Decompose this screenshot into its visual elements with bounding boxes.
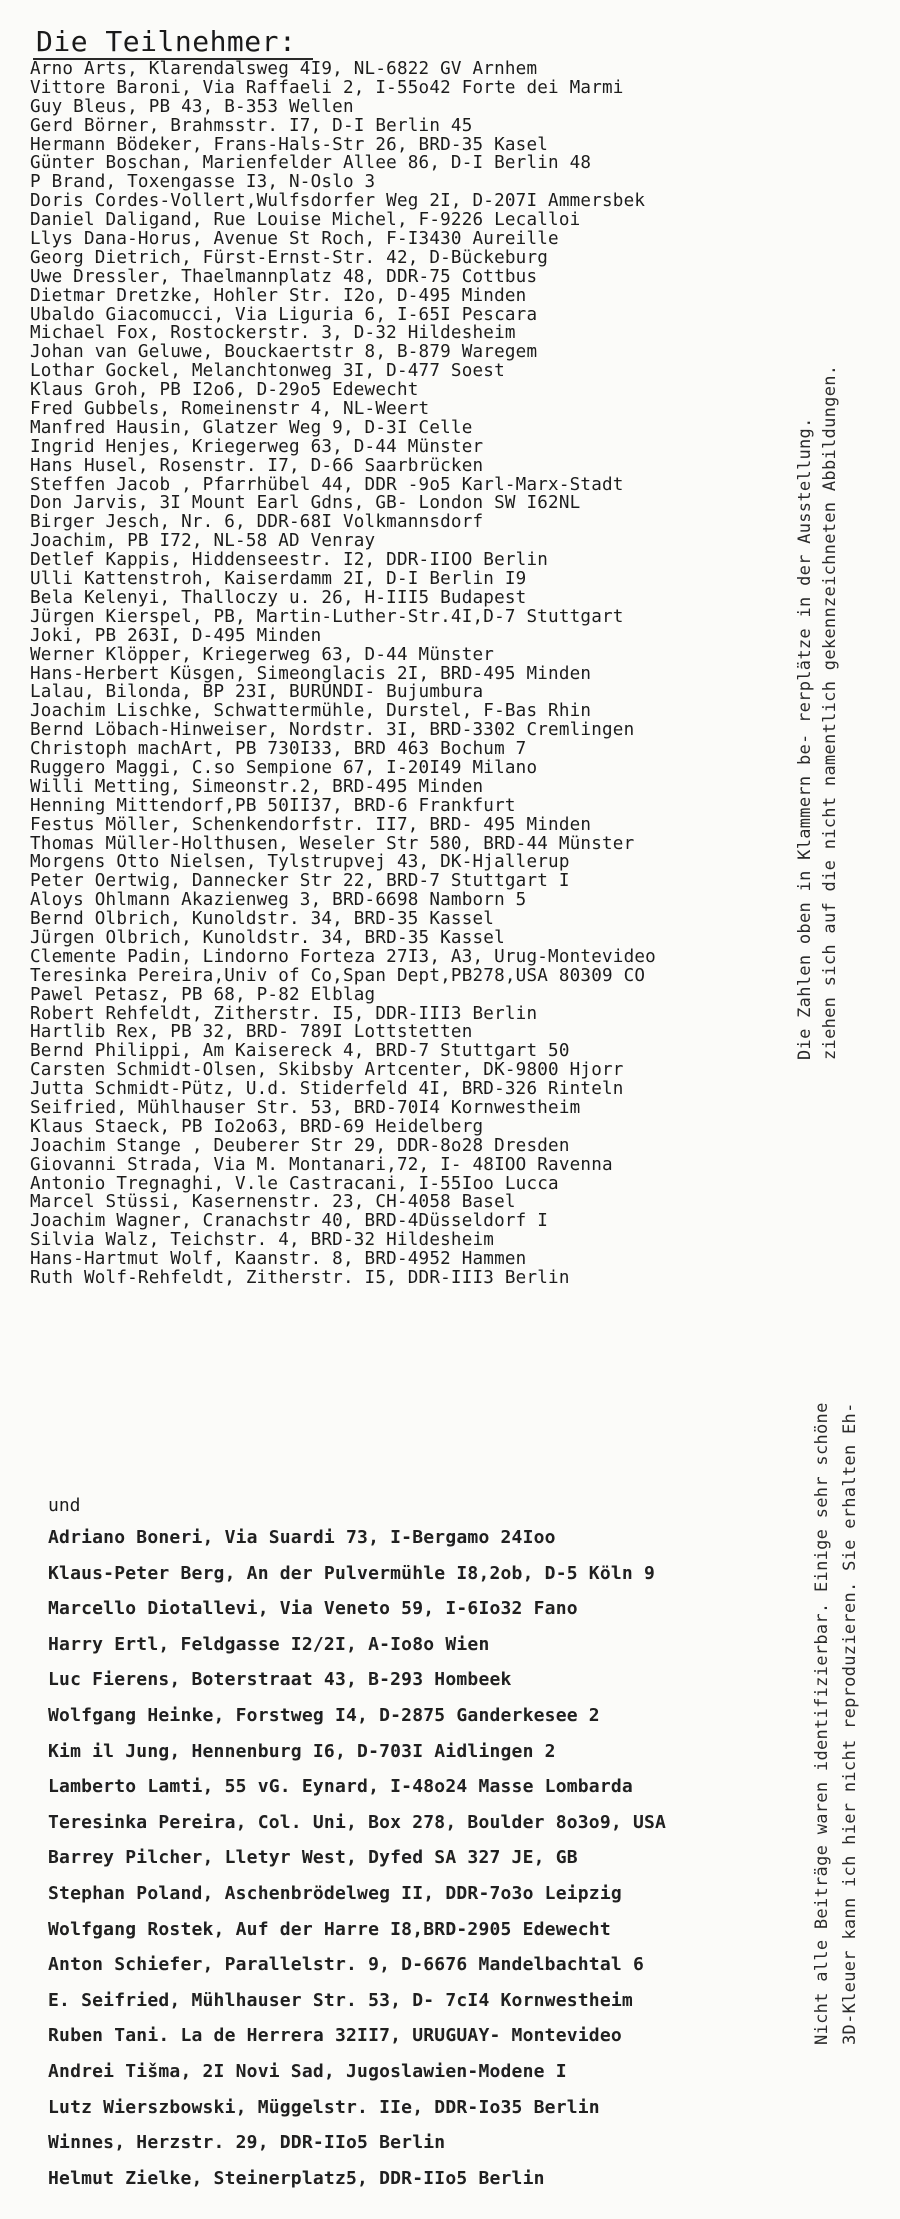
list-item: Bernd Olbrich, Kunoldstr. 34, BRD-35 Kassel <box>30 909 495 930</box>
list-item: Vittore Baroni, Via Raffaeli 2, I-55o42 Forte dei Marmi <box>30 77 624 98</box>
list-item: Hans-Hartmut Wolf, Kaanstr. 8, BRD-4952 Hammen <box>30 1249 527 1270</box>
list-item: Silvia Walz, Teichstr. 4, BRD-32 Hildesheim <box>30 1230 495 1251</box>
list-item: Andrei Tišma, 2I Novi Sad, Jugoslawien-Modene I <box>48 2060 567 2082</box>
list-item: Morgens Otto Nielsen, Tylstrupvej 43, DK-Hjallerup <box>30 852 570 873</box>
list-item: Hans-Herbert Küsgen, Simeonglacis 2I, BRD-495 Minden <box>30 663 592 684</box>
side-note-upper-1: Die Zahlen oben in Klammern be- rerplätze in der Ausstellung. <box>795 417 815 1060</box>
page-title: Die Teilnehmer: <box>36 25 297 58</box>
list-item: Bernd Löbach-Hinweiser, Nordstr. 3I, BRD-3302 Cremlingen <box>30 720 635 741</box>
list-item: Peter Oertwig, Dannecker Str 22, BRD-7 Stuttgart I <box>30 871 570 892</box>
list-item: Seifried, Mühlhauser Str. 53, BRD-70I4 Kornwestheim <box>30 1097 581 1118</box>
list-item: Lamberto Lamti, 55 vG. Eynard, I-48o24 Masse Lombarda <box>48 1776 633 1798</box>
list-item: Hans Husel, Rosenstr. I7, D-66 Saarbrücken <box>30 455 484 476</box>
list-item: Christoph machArt, PB 730I33, BRD 463 Bochum 7 <box>30 739 527 760</box>
list-item: Johan van Geluwe, Bouckaertstr 8, B-879 Waregem <box>30 342 538 363</box>
list-item: Luc Fierens, Boterstraat 43, B-293 Hombeek <box>48 1669 512 1691</box>
list-item: Ulli Kattenstroh, Kaiserdamm 2I, D-I Berlin I9 <box>30 569 527 590</box>
list-item: P Brand, Toxengasse I3, N-Oslo 3 <box>30 172 376 193</box>
list-item: Daniel Daligand, Rue Louise Michel, F-9226 Lecalloi <box>30 210 581 231</box>
side-note-lower-1: Nicht alle Beiträge waren identifizierbar. Einige sehr schöne <box>812 1402 832 2045</box>
list-item: Klaus Groh, PB I2o6, D-29o5 Edewecht <box>30 380 419 401</box>
list-item: Giovanni Strada, Via M. Montanari,72, I- 48IOO Ravenna <box>30 1154 613 1175</box>
list-item: Willi Metting, Simeonstr.2, BRD-495 Minden <box>30 776 484 797</box>
list-item: Joachim Lischke, Schwattermühle, Durstel, F-Bas Rhin <box>30 701 592 722</box>
list-item: Michael Fox, Rostockerstr. 3, D-32 Hildesheim <box>30 323 516 344</box>
list-item: Marcel Stüssi, Kasernenstr. 23, CH-4058 Basel <box>30 1192 516 1213</box>
list-item: Ruben Tani. La de Herrera 32II7, URUGUAY- Montevideo <box>48 2025 622 2047</box>
list-item: Llys Dana-Horus, Avenue St Roch, F-I3430 Aureille <box>30 229 559 250</box>
list-item: Festus Möller, Schenkendorfstr. II7, BRD- 495 Minden <box>30 814 592 835</box>
list-item: Ruggero Maggi, C.so Sempione 67, I-20I49 Milano <box>30 757 538 778</box>
list-item: Manfred Hausin, Glatzer Weg 9, D-3I Celle <box>30 417 473 438</box>
list-item: Kim il Jung, Hennenburg I6, D-703I Aidlingen 2 <box>48 1740 556 1762</box>
list-item: Detlef Kappis, Hiddenseestr. I2, DDR-IIOO Berlin <box>30 550 549 571</box>
list-item: Joki, PB 263I, D-495 Minden <box>30 625 322 646</box>
list-item: Teresinka Pereira, Col. Uni, Box 278, Boulder 8o3o9, USA <box>48 1811 667 1833</box>
list-item: Carsten Schmidt-Olsen, Skibsby Artcenter, DK-9800 Hjorr <box>30 1060 624 1081</box>
list-item: Hermann Bödeker, Frans-Hals-Str 26, BRD-35 Kasel <box>30 134 549 155</box>
list-item: Joachim, PB I72, NL-58 AD Venray <box>30 531 376 552</box>
list-item: Stephan Poland, Aschenbrödelweg II, DDR-7o3o Leipzig <box>48 1882 622 1904</box>
list-item: Don Jarvis, 3I Mount Earl Gdns, GB- London SW I62NL <box>30 493 581 514</box>
list-item: Wolfgang Heinke, Forstweg I4, D-2875 Ganderkesee 2 <box>48 1704 600 1726</box>
list-item: Klaus-Peter Berg, An der Pulvermühle I8,2ob, D-5 Köln 9 <box>48 1562 656 1584</box>
list-item: Anton Schiefer, Parallelstr. 9, D-6676 Mandelbachtal 6 <box>48 1954 644 1976</box>
list-item: Dietmar Dretzke, Hohler Str. I2o, D-495 Minden <box>30 285 527 306</box>
list-item: Günter Boschan, Marienfelder Allee 86, D-I Berlin 48 <box>30 153 592 174</box>
list-item: Georg Dietrich, Fürst-Ernst-Str. 42, D-Bückeburg <box>30 247 549 268</box>
list-item: Jürgen Olbrich, Kunoldstr. 34, BRD-35 Kassel <box>30 927 505 948</box>
list-item: Pawel Petasz, PB 68, P-82 Elblag <box>30 984 376 1005</box>
list-item: Werner Klöpper, Kriegerweg 63, D-44 Münster <box>30 644 495 665</box>
list-item: E. Seifried, Mühlhauser Str. 53, D- 7cI4 Kornwestheim <box>48 1989 633 2011</box>
list-item: Guy Bleus, PB 43, B-353 Wellen <box>30 96 354 117</box>
side-note-upper-2: ziehen sich auf die nicht namentlich gekennzeichneten Abbildungen. <box>820 364 840 1060</box>
list-item: Thomas Müller-Holthusen, Weseler Str 580, BRD-44 Münster <box>30 833 635 854</box>
list-item: Marcello Diotallevi, Via Veneto 59, I-6Io32 Fano <box>48 1598 578 1620</box>
list-item: Steffen Jacob , Pfarrhübel 44, DDR -9o5 Karl-Marx-Stadt <box>30 474 624 495</box>
list-item: Lalau, Bilonda, BP 23I, BURUNDI- Bujumbura <box>30 682 484 703</box>
list-item: Lothar Gockel, Melanchtonweg 3I, D-477 Soest <box>30 361 505 382</box>
list-item: Uwe Dressler, Thaelmannplatz 48, DDR-75 Cottbus <box>30 266 538 287</box>
und-separator: und <box>48 1495 81 1516</box>
list-item: Bela Kelenyi, Thalloczy u. 26, H-III5 Budapest <box>30 587 527 608</box>
list-item: Robert Rehfeldt, Zitherstr. I5, DDR-III3 Berlin <box>30 1003 538 1024</box>
list-item: Teresinka Pereira,Univ of Co,Span Dept,PB278,USA 80309 CO <box>30 965 646 986</box>
list-item: Arno Arts, Klarendalsweg 4I9, NL-6822 GV Arnhem <box>30 59 538 79</box>
list-item: Lutz Wierszbowski, Müggelstr. IIe, DDR-Io35 Berlin <box>48 2096 600 2118</box>
list-item: Fred Gubbels, Romeinenstr 4, NL-Weert <box>30 399 430 420</box>
list-item: Jürgen Kierspel, PB, Martin-Luther-Str.4I,D-7 Stuttgart <box>30 606 624 627</box>
list-item: Wolfgang Rostek, Auf der Harre I8,BRD-2905 Edewecht <box>48 1918 611 1940</box>
list-item: Joachim Wagner, Cranachstr 40, BRD-4Düsseldorf I <box>30 1211 549 1232</box>
list-item: Joachim Stange , Deuberer Str 29, DDR-8o28 Dresden <box>30 1135 570 1156</box>
list-item: Adriano Boneri, Via Suardi 73, I-Bergamo 24Ioo <box>48 1527 556 1548</box>
list-item: Hartlib Rex, PB 32, BRD- 789I Lottstetten <box>30 1022 473 1043</box>
list-item: Ubaldo Giacomucci, Via Liguria 6, I-65I Pescara <box>30 304 538 325</box>
participant-list <box>30 60 800 1288</box>
list-item: Winnes, Herzstr. 29, DDR-IIo5 Berlin <box>48 2132 446 2154</box>
list-item: Ruth Wolf-Rehfeldt, Zitherstr. I5, DDR-III3 Berlin <box>30 1268 570 1288</box>
list-item: Birger Jesch, Nr. 6, DDR-68I Volkmannsdorf <box>30 512 484 533</box>
list-item: Barrey Pilcher, Lletyr West, Dyfed SA 327 JE, GB <box>48 1847 578 1869</box>
side-note-lower-2: 3D-Kleuer kann ich hier nicht reproduzieren. Sie erhalten Eh- <box>840 1402 860 2045</box>
list-item: Doris Cordes-Vollert,Wulfsdorfer Weg 2I, D-207I Ammersbek <box>30 191 646 212</box>
list-item: Gerd Börner, Brahmsstr. I7, D-I Berlin 45 <box>30 115 473 136</box>
list-item: Klaus Staeck, PB Io2o63, BRD-69 Heidelberg <box>30 1116 484 1137</box>
additional-participant-list <box>48 1520 808 2196</box>
list-item: Clemente Padin, Lindorno Forteza 27I3, A3, Urug-Montevideo <box>30 946 656 967</box>
list-item: Jutta Schmidt-Pütz, U.d. Stiderfeld 4I, BRD-326 Rinteln <box>30 1079 624 1100</box>
list-item: Bernd Philippi, Am Kaisereck 4, BRD-7 Stuttgart 50 <box>30 1041 570 1062</box>
list-item: Harry Ertl, Feldgasse I2/2I, A-Io8o Wien <box>48 1633 490 1655</box>
list-item: Ingrid Henjes, Kriegerweg 63, D-44 Münster <box>30 436 484 457</box>
list-item: Antonio Tregnaghi, V.le Castracani, I-55Ioo Lucca <box>30 1173 559 1194</box>
list-item: Aloys Ohlmann Akazienweg 3, BRD-6698 Namborn 5 <box>30 890 527 911</box>
list-item: Henning Mittendorf,PB 50II37, BRD-6 Frankfurt <box>30 795 516 816</box>
list-item: Helmut Zielke, Steinerplatz5, DDR-IIo5 Berlin <box>48 2167 545 2189</box>
